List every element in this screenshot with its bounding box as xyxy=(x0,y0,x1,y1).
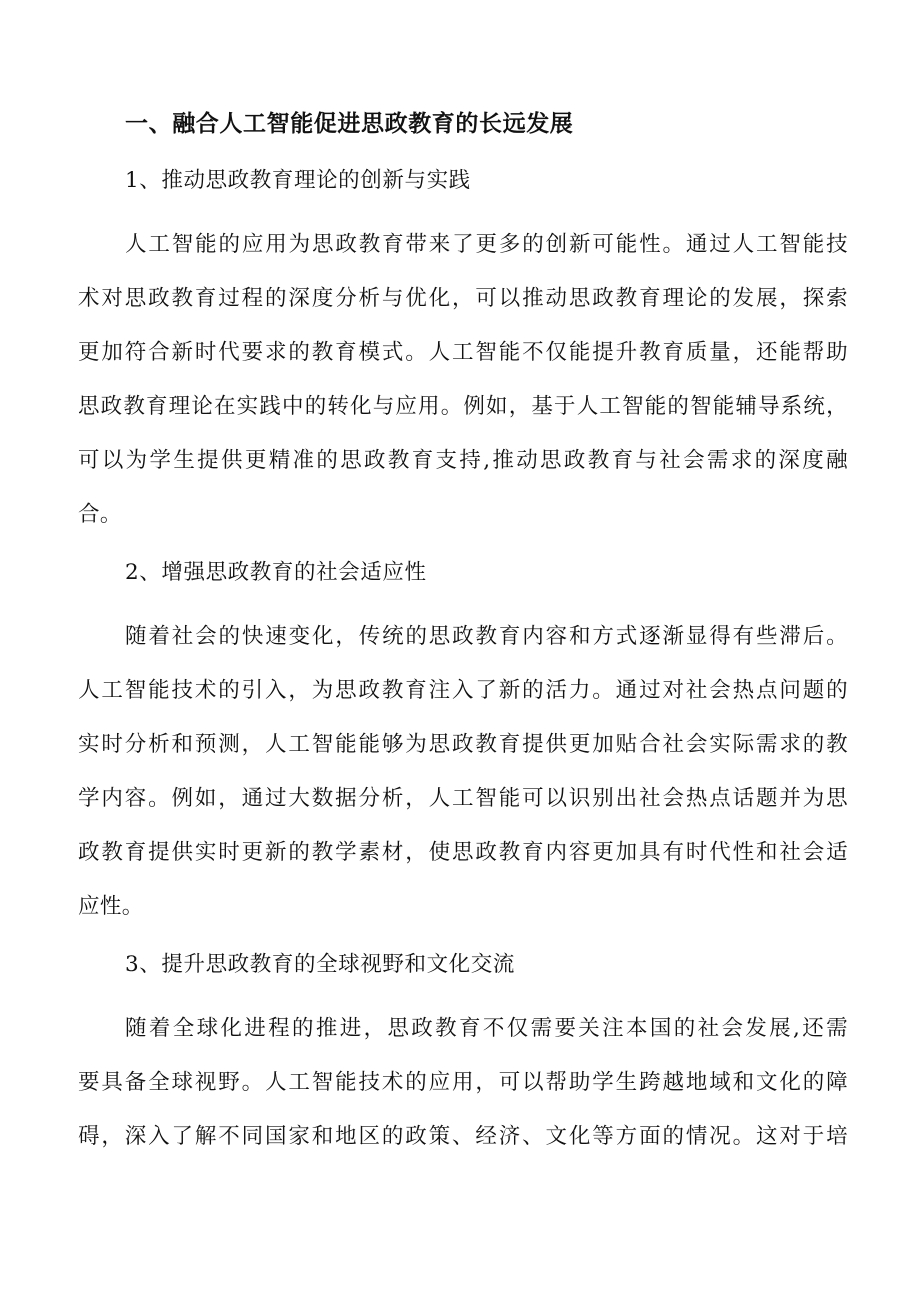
paragraph-line: 应性。 xyxy=(78,894,144,919)
paragraph-line: 随着全球化进程的推进，思政教育不仅需要关注本国的社会发展,还需 xyxy=(125,1016,848,1041)
paragraph-line: 可以为学生提供更精准的思政教育支持,推动思政教育与社会需求的深度融 xyxy=(78,448,848,473)
paragraph-line: 人工智能的应用为思政教育带来了更多的创新可能性。通过人工智能技 xyxy=(125,232,848,257)
section-heading: 一、融合人工智能促进思政教育的长远发展 xyxy=(125,110,574,137)
paragraph-1 xyxy=(78,218,848,542)
paragraph-line: 合。 xyxy=(78,502,122,527)
paragraph-line: 碍，深入了解不同国家和地区的政策、经济、文化等方面的情况。这对于培 xyxy=(78,1124,848,1149)
paragraph-line: 随着社会的快速变化，传统的思政教育内容和方式逐渐显得有些滞后。 xyxy=(125,624,848,649)
paragraph-line: 更加符合新时代要求的教育模式。人工智能不仅能提升教育质量，还能帮助 xyxy=(78,340,848,365)
paragraph-3 xyxy=(78,1002,848,1164)
paragraph-line: 实时分析和预测，人工智能能够为思政教育提供更加贴合社会实际需求的教 xyxy=(78,732,848,757)
paragraph-line: 学内容。例如，通过大数据分析，人工智能可以识别出社会热点话题并为思 xyxy=(78,786,848,811)
subsection-title-2: 2、增强思政教育的社会适应性 xyxy=(125,560,427,585)
paragraph-2 xyxy=(78,610,848,934)
paragraph-line: 思政教育理论在实践中的转化与应用。例如，基于人工智能的智能辅导系统， xyxy=(78,394,848,419)
paragraph-line: 要具备全球视野。人工智能技术的应用，可以帮助学生跨越地域和文化的障 xyxy=(78,1070,848,1095)
paragraph-line: 政教育提供实时更新的教学素材，使思政教育内容更加具有时代性和社会适 xyxy=(78,840,848,865)
subsection-title-3: 3、提升思政教育的全球视野和文化交流 xyxy=(125,952,515,977)
paragraph-line: 人工智能技术的引入，为思政教育注入了新的活力。通过对社会热点问题的 xyxy=(78,678,848,703)
subsection-title-1: 1、推动思政教育理论的创新与实践 xyxy=(125,168,471,193)
paragraph-line: 术对思政教育过程的深度分析与优化，可以推动思政教育理论的发展，探索 xyxy=(78,286,848,311)
